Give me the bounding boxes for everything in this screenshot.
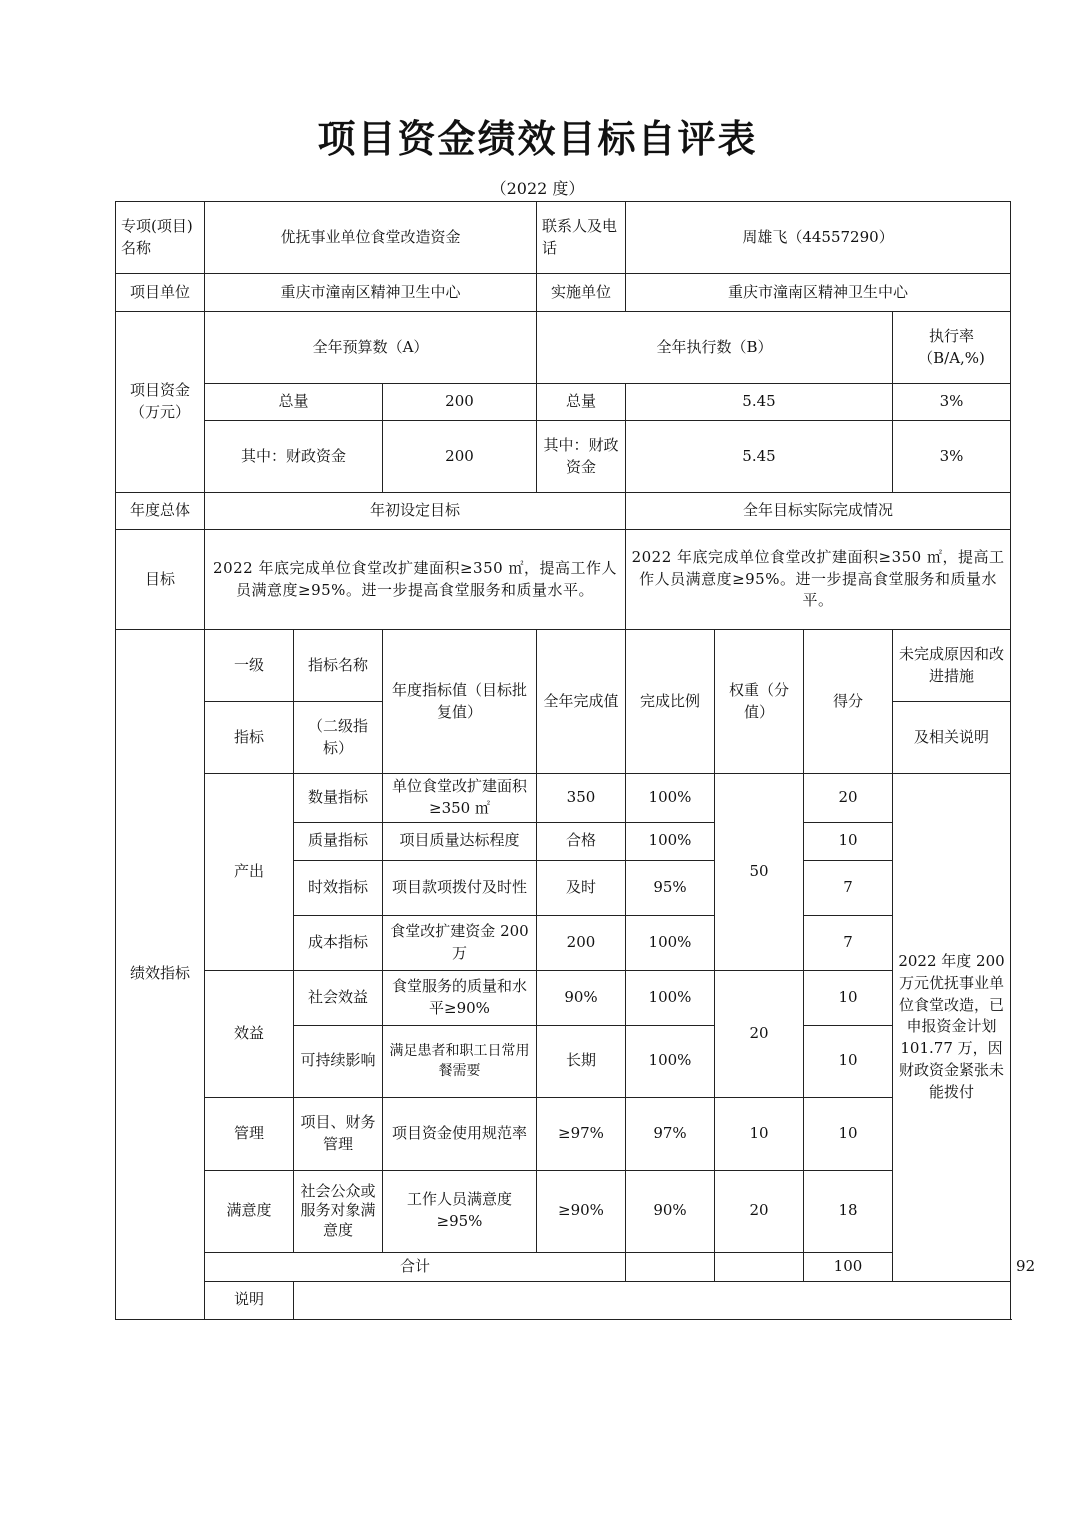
impl-unit-label: 实施单位 xyxy=(537,274,626,312)
rate-header-line2: （B/A,%) xyxy=(918,348,985,367)
indicator-done: ≥90% xyxy=(537,1170,626,1252)
project-unit-label: 项目单位 xyxy=(116,274,205,312)
contact-value: 周雄飞（44557290） xyxy=(626,202,1011,274)
total-executed-value: 5.45 xyxy=(626,384,893,421)
category-benefit: 效益 xyxy=(205,970,294,1097)
col-ratio: 完成比例 xyxy=(626,630,715,774)
indicator-target: 食堂服务的质量和水平≥90% xyxy=(383,970,537,1025)
indicator-target: 满足患者和职工日常用餐需要 xyxy=(383,1025,537,1097)
indicator-ratio: 100% xyxy=(626,822,715,860)
indicator-done: ≥97% xyxy=(537,1097,626,1170)
self-evaluation-table: 专项(项目)名称 优抚事业单位食堂改造资金 联系人及电话 周雄飞（44557290） 项目单位 重庆市潼南区精神卫生中心 实施单位 重庆市潼南区精神卫生中心 项目资金（万元） 全年预算数（A） 全年执行数（B） 执行率 （B/A,%) 总量 200 总量 5.45 3% 其中：财政资金 200 其中：财政资金 5.45 3% 年度总体 年初设定目标 全年目标实际完成情况 目标 2022 年底完成单位食堂改扩建面积≥350 ㎡，提高工作人员满意度≥95%。进一步提高食堂服务和质量水平。 2022 年底完成单位食堂改扩建面积≥350 ㎡，提高工作人员满意度≥95%。进一步提高食堂服务和质量水平。 绩效指标 一级 指标名称 年度指标值（目标批复值） 全年完成值 完成比例 权重（分值） 得分 未完成原因和改进措施 指标 （二级指标） 及相关说明 产出 数量指标 单位食堂改扩建面积≥350 ㎡ 350 100% 50 20 2022 年度 200 万元优抚事业单位食堂改造，已申报资金计划 101.77 万，因财政资金紧张未能拨付 质量指标 项目质量达标程度 合格 100% 10 时效指标 项目款项拨付及时性 及时 95% 7 成本指标 食堂改扩建资金 200 万 200 100% 7 效益 社会效益 食堂服务的质量和水平≥90% 90% 100% 20 10 可持续影响 满足患者和职工日常用餐需要 长期 100% 10 管理 项目、财务管理 项目资金使用规范率 ≥97% 97% 10 10 满意度 社会公众或服务对象满意度 工作人员满意度≥95% ≥90% 90% 20 18 合计 100 92 说明 xyxy=(115,201,1011,1320)
indicator-score: 20 xyxy=(804,774,893,823)
page-title: 项目资金绩效目标自评表 xyxy=(317,116,758,161)
indicator-done: 90% xyxy=(537,970,626,1025)
fiscal-budget-value: 200 xyxy=(383,421,537,493)
indicator-name: 质量指标 xyxy=(294,822,383,860)
indicator-score: 10 xyxy=(804,970,893,1025)
remarks-value xyxy=(294,1281,1011,1319)
indicator-name: 社会效益 xyxy=(294,970,383,1025)
fiscal-budget-label: 其中：财政资金 xyxy=(205,421,383,493)
indicator-ratio: 100% xyxy=(626,915,715,970)
actual-goal-header: 全年目标实际完成情况 xyxy=(626,493,1011,530)
category-satisfaction: 满意度 xyxy=(205,1170,294,1252)
total-weight: 100 xyxy=(804,1252,893,1281)
indicator-done: 200 xyxy=(537,915,626,970)
indicator-done: 及时 xyxy=(537,860,626,915)
indicator-ratio: 100% xyxy=(626,1025,715,1097)
category-management: 管理 xyxy=(205,1097,294,1170)
rate-header xyxy=(893,312,1011,384)
weight-output: 50 xyxy=(715,774,804,971)
rate-header-line1: 执行率 xyxy=(929,326,975,345)
indicator-ratio: 100% xyxy=(626,970,715,1025)
indicator-score: 7 xyxy=(804,860,893,915)
fiscal-executed-label: 其中：财政资金 xyxy=(537,421,626,493)
initial-goal-text: 2022 年底完成单位食堂改扩建面积≥350 ㎡，提高工作人员满意度≥95%。进一步提高食堂服务和质量水平。 xyxy=(205,530,626,630)
indicator-score: 18 xyxy=(804,1170,893,1252)
indicator-name: 数量指标 xyxy=(294,774,383,823)
remarks-label: 说明 xyxy=(205,1281,294,1319)
indicator-target: 单位食堂改扩建面积≥350 ㎡ xyxy=(383,774,537,823)
category-output: 产出 xyxy=(205,774,294,971)
indicator-name: 时效指标 xyxy=(294,860,383,915)
indicator-target: 项目款项拨付及时性 xyxy=(383,860,537,915)
indicator-target: 工作人员满意度≥95% xyxy=(383,1170,537,1252)
indicator-done: 合格 xyxy=(537,822,626,860)
total-executed-label: 总量 xyxy=(537,384,626,421)
funds-label: 项目资金（万元） xyxy=(116,312,205,493)
total-empty-1 xyxy=(626,1252,715,1281)
reason-note: 2022 年度 200 万元优抚事业单位食堂改造，已申报资金计划 101.77 万，因财政资金紧张未能拨付 xyxy=(893,774,1011,1282)
executed-header: 全年执行数（B） xyxy=(537,312,893,384)
report-year: （2022 度） xyxy=(490,179,585,198)
indicator-ratio: 90% xyxy=(626,1170,715,1252)
col-done: 全年完成值 xyxy=(537,630,626,774)
indicator-weight: 10 xyxy=(715,1097,804,1170)
fiscal-rate-value: 3% xyxy=(893,421,1011,493)
project-unit-value: 重庆市潼南区精神卫生中心 xyxy=(205,274,537,312)
weight-benefit: 20 xyxy=(715,970,804,1097)
indicator-done: 长期 xyxy=(537,1025,626,1097)
goal-label: 目标 xyxy=(116,530,205,630)
project-name-value: 优抚事业单位食堂改造资金 xyxy=(205,202,537,274)
col-weight: 权重（分值） xyxy=(715,630,804,774)
indicator-name: 成本指标 xyxy=(294,915,383,970)
col-score: 得分 xyxy=(804,630,893,774)
total-empty-2 xyxy=(715,1252,804,1281)
col-name-a: 指标名称 xyxy=(294,630,383,702)
indicator-score: 10 xyxy=(804,1025,893,1097)
indicator-ratio: 97% xyxy=(626,1097,715,1170)
project-name-label: 专项(项目)名称 xyxy=(116,202,205,274)
total-label: 合计 xyxy=(205,1252,626,1281)
total-budget-label: 总量 xyxy=(205,384,383,421)
indicator-target: 食堂改扩建资金 200 万 xyxy=(383,915,537,970)
total-rate-value: 3% xyxy=(893,384,1011,421)
indicator-score: 10 xyxy=(804,822,893,860)
indicator-target: 项目资金使用规范率 xyxy=(383,1097,537,1170)
actual-goal-text: 2022 年底完成单位食堂改扩建面积≥350 ㎡，提高工作人员满意度≥95%。进一步提高食堂服务和质量水平。 xyxy=(626,530,1011,630)
indicator-weight: 20 xyxy=(715,1170,804,1252)
indicator-ratio: 100% xyxy=(626,774,715,823)
indicator-name: 项目、财务管理 xyxy=(294,1097,383,1170)
overall-label: 年度总体 xyxy=(116,493,205,530)
indicator-done: 350 xyxy=(537,774,626,823)
indicator-target: 项目质量达标程度 xyxy=(383,822,537,860)
col-reason-b: 及相关说明 xyxy=(893,702,1011,774)
col-level1-b: 指标 xyxy=(205,702,294,774)
budget-header: 全年预算数（A） xyxy=(205,312,537,384)
impl-unit-value: 重庆市潼南区精神卫生中心 xyxy=(626,274,1011,312)
initial-goal-header: 年初设定目标 xyxy=(205,493,626,530)
col-reason-a: 未完成原因和改进措施 xyxy=(893,630,1011,702)
col-target: 年度指标值（目标批复值） xyxy=(383,630,537,774)
col-level1-a: 一级 xyxy=(205,630,294,702)
indicator-score: 7 xyxy=(804,915,893,970)
indicator-ratio: 95% xyxy=(626,860,715,915)
indicator-score: 10 xyxy=(804,1097,893,1170)
total-budget-value: 200 xyxy=(383,384,537,421)
fiscal-executed-value: 5.45 xyxy=(626,421,893,493)
col-name-b: （二级指标） xyxy=(294,702,383,774)
indicators-section-label: 绩效指标 xyxy=(116,630,205,1320)
indicator-name: 可持续影响 xyxy=(294,1025,383,1097)
indicator-name: 社会公众或服务对象满意度 xyxy=(294,1170,383,1252)
contact-label: 联系人及电话 xyxy=(537,202,626,274)
